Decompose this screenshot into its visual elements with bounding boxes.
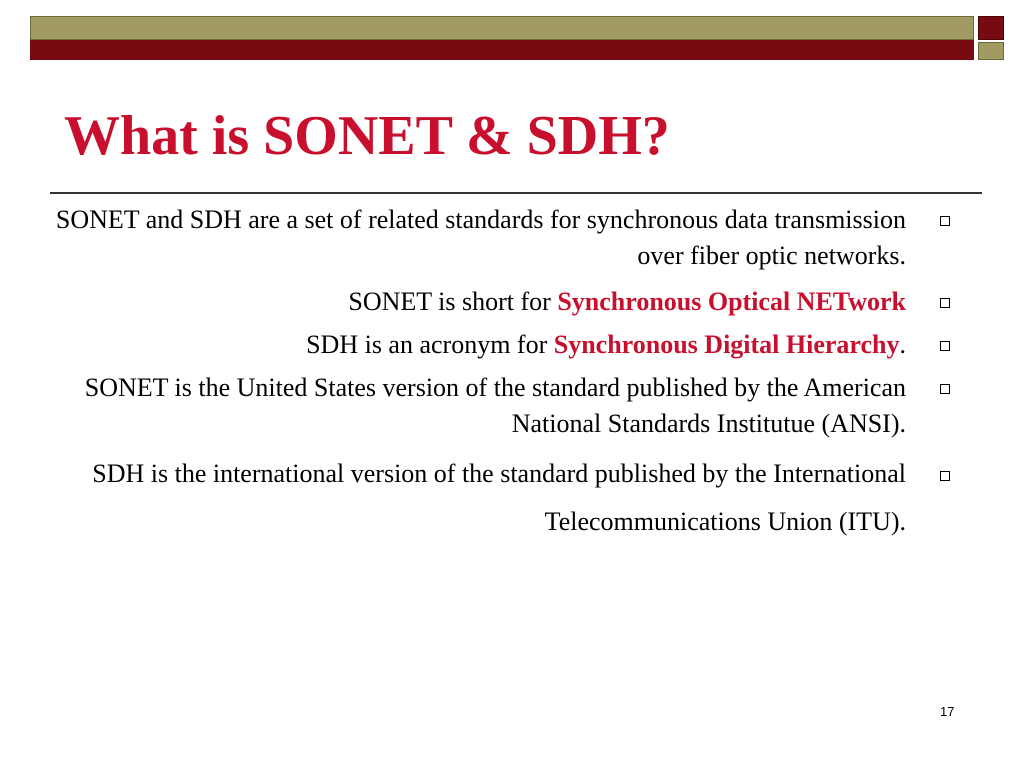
bullet-text: SDH is the international version of the standard published by the International Telecommunications Union (ITU). [92,459,906,536]
bullet-text: SONET is the United States version of the standard published by the American National Standards Institutue (ANSI). [84,373,906,438]
bullet-emphasis: Synchronous Optical NETwork [557,287,906,316]
title-divider [50,192,982,194]
bullet-text [50,327,906,363]
bullet-text: SONET and SDH are a set of related standards for synchronous data transmission over fiber optic networks. [55,205,906,270]
bullet-list [50,202,976,546]
bullet-emphasis: Synchronous Digital Hierarchy [553,330,900,359]
hollow-square-bullet-icon [940,298,950,308]
bullet-text-prefix: SONET is short for [348,287,558,316]
hollow-square-bullet-icon [940,216,950,226]
corner-square-olive [978,42,1004,60]
hollow-square-bullet-icon [940,471,950,481]
bullet-item [50,327,976,363]
bullet-item [50,450,976,546]
bullet-item [50,284,976,320]
corner-square-maroon [978,16,1004,40]
bullet-item [50,202,976,274]
header-band-maroon [30,40,974,60]
hollow-square-bullet-icon [940,384,950,394]
bullet-item [50,370,976,442]
bullet-text-prefix: SDH is an acronym for [306,330,554,359]
header-band-olive [30,16,974,40]
bullet-text [50,284,906,320]
slide-title: What is SONET & SDH? [64,105,670,167]
hollow-square-bullet-icon [940,341,950,351]
bullet-text-suffix: . [899,330,906,359]
page-number: 17 [940,704,955,719]
